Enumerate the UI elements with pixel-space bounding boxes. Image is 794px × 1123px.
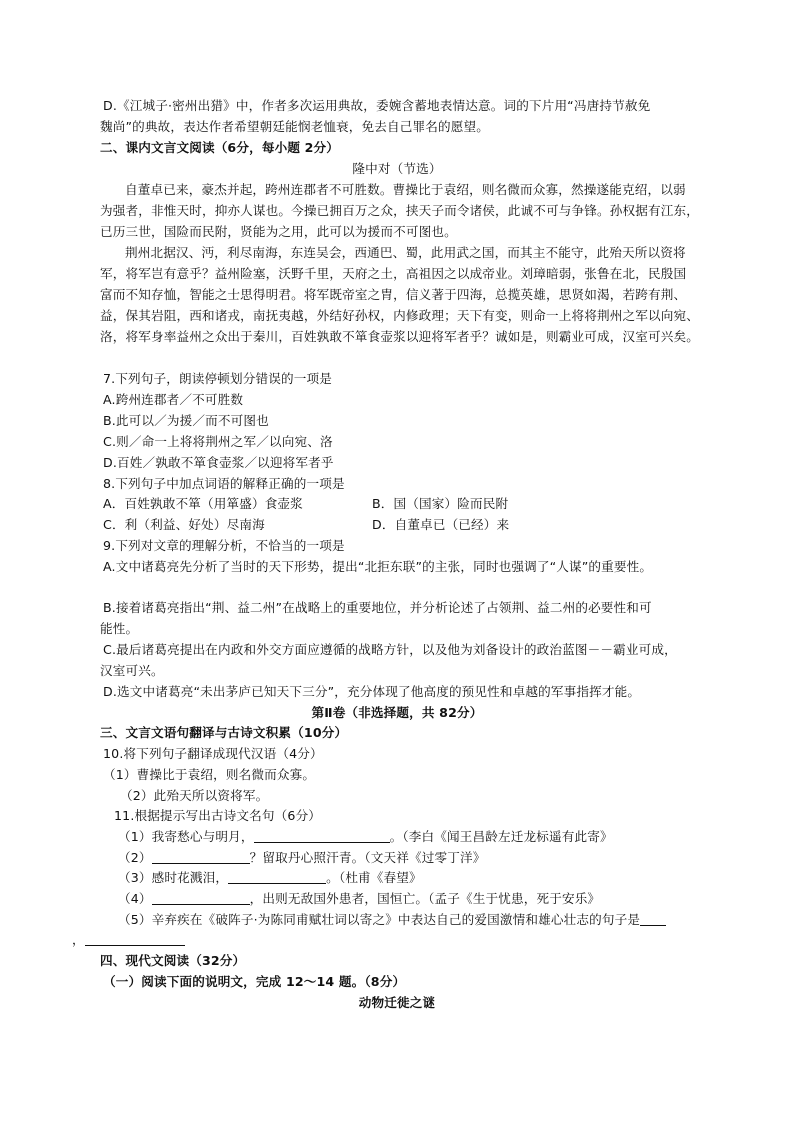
q7-option-a: A.跨州连郡者／不可胜数 <box>103 392 244 407</box>
q9-option-b-line1: B.接着诸葛亮指出“荆、益二州”在战略上的重要地位，并分析论述了占领荆、益二州的必要性和可 <box>103 600 652 615</box>
passage-p1-line1: 自董卓已来，豪杰并起，跨州连郡者不可胜数。曹操比于袁绍，则名微而众寡，然操遂能克绍，以弱 <box>125 182 686 197</box>
q11-item4-source: ，出则无敌国外患者，国恒亡。（孟子《生于忧患，死于安乐》 <box>249 891 601 906</box>
q11-item3-source: 。（杜甫《春望》 <box>326 870 422 885</box>
q8-option-c: C．利（利益、好处）尽南海 <box>103 517 265 532</box>
answer-blank-4[interactable] <box>152 891 250 905</box>
q10-item1: （1）曹操比于袁绍，则名微而众寡。 <box>103 767 316 782</box>
passage-p2-line4: 益，保其岩阻，西和诸戎，南抚夷越，外结好孙权，内修政理；天下有变，则命一上将将荆州之军以向宛、 <box>100 308 699 323</box>
article-title: 动物迁徙之谜 <box>358 995 436 1010</box>
q8-option-d: D．自董卓已（已经）来 <box>372 517 510 532</box>
q10-item2: （2）此殆天所以资将军。 <box>120 788 269 803</box>
answer-blank-5b[interactable] <box>85 932 185 946</box>
q6-option-d-line2: 魏尚”的典故，表达作者希望朝廷能悯老恤衰，免去自己罪名的愿望。 <box>100 119 489 134</box>
q11-item2-prompt: （2） <box>118 850 152 865</box>
q11-stem: 11.根据提示写出古诗文名句（6分） <box>114 808 322 823</box>
passage-p2-line5: 洛，将军身率益州之众出于秦川，百姓孰敢不箪食壶浆以迎将军者乎？诚如是，则霸业可成，汉室可兴矣。 <box>100 329 699 344</box>
passage-title: 隆中对（节选） <box>352 161 442 176</box>
q11-item4 <box>118 889 600 909</box>
q11-item5 <box>118 910 666 930</box>
volume2-heading: 第Ⅱ卷（非选择题，共 82分） <box>311 705 483 720</box>
passage-p2-line1: 荆州北据汉、沔，利尽南海，东连吴会，西通巴、蜀，此用武之国，而其主不能守，此殆天所以资将 <box>125 245 686 260</box>
q9-option-a: A.文中诸葛亮先分析了当时的天下形势，提出“北拒东联”的主张，同时也强调了“人谋”的重要性。 <box>103 559 653 574</box>
section4-heading: 四、现代文阅读（32分） <box>100 953 246 968</box>
q7-stem: 7.下列句子，朗读停顿划分错误的一项是 <box>103 371 332 386</box>
passage-p2-line3: 富而不知存恤，智能之士思得明君。将军既帝室之胄，信义著于四海，总揽英雄，思贤如渴，若跨有荆、 <box>100 287 687 302</box>
q7-option-c: C.则／命一上将将荆州之军／以向宛、洛 <box>103 434 333 449</box>
q11-item5-comma: ， <box>72 932 85 947</box>
q7-option-b: B.此可以／为援／而不可图也 <box>103 413 269 428</box>
answer-blank-1[interactable] <box>254 829 390 843</box>
section3-heading: 三、文言文语句翻译与古诗文积累（10分） <box>100 725 348 740</box>
passage-p2-line2: 军，将军岂有意乎？益州险塞，沃野千里，天府之土，高祖因之以成帝业。刘璋暗弱，张鲁在北，民殷国 <box>100 266 687 281</box>
answer-blank-5a[interactable] <box>640 912 666 926</box>
q9-stem: 9.下列对文章的理解分析，不恰当的一项是 <box>103 538 345 553</box>
q9-option-d: D.选文中诸葛亮“未出茅庐已知天下三分”，充分体现了他高度的预见性和卓越的军事指挥才能。 <box>103 684 641 699</box>
q8-stem: 8.下列句子中加点词语的解释正确的一项是 <box>103 476 345 491</box>
q9-option-c-line2: 汉室可兴。 <box>100 663 164 678</box>
subsection1-heading: （一）阅读下面的说明文，完成 12～14 题。（8分） <box>103 974 406 989</box>
q11-item1-prompt: （1）我寄愁心与明月， <box>118 829 254 844</box>
answer-blank-2[interactable] <box>152 850 250 864</box>
q11-item1 <box>118 827 613 847</box>
q11-item3 <box>118 868 422 888</box>
q11-item3-prompt: （3）感时花溅泪， <box>118 870 229 885</box>
answer-blank-3[interactable] <box>228 870 326 884</box>
q6-option-d-line1: D.《江城子·密州出猎》中，作者多次运用典故，委婉含蓄地表情达意。词的下片用“冯唐持节赦免 <box>103 98 651 113</box>
q8-option-b: B．国（国家）险而民附 <box>372 496 509 511</box>
q11-item5-cont <box>72 930 185 950</box>
q11-item1-source: 。（李白《闻王昌龄左迁龙标遥有此寄》 <box>389 829 613 844</box>
q11-item2 <box>118 848 486 868</box>
q9-option-c-line1: C.最后诸葛亮提出在内政和外交方面应遵循的战略方针，以及他为刘备设计的政治蓝图－－霸业可成， <box>103 642 677 657</box>
q11-item5-prompt: （5）辛弃疾在《破阵子·为陈同甫赋壮词以寄之》中表达自己的爱国激情和雄心壮志的句子是 <box>118 912 641 927</box>
q9-option-b-line2: 能性。 <box>100 621 139 636</box>
passage-p1-line2: 为强者，非惟天时，抑亦人谋也。今操已拥百万之众，挟天子而令诸侯，此诚不可与争锋。孙权据有江东， <box>100 203 699 218</box>
q8-option-a: A．百姓孰敢不箪（用箪盛）食壶浆 <box>103 496 303 511</box>
q7-option-d: D.百姓／孰敢不箪食壶浆／以迎将军者乎 <box>103 455 334 470</box>
q10-stem: 10.将下列句子翻译成现代汉语（4分） <box>103 746 323 761</box>
q11-item2-source: ？留取丹心照汗青。（文天祥《过零丁洋》 <box>249 850 486 865</box>
section2-heading: 二、课内文言文阅读（6分，每小题 2分） <box>100 140 340 155</box>
q11-item4-prompt: （4） <box>118 891 152 906</box>
passage-p1-line3: 已历三世，国险而民附，贤能为之用，此可以为援而不可图也。 <box>100 224 457 239</box>
